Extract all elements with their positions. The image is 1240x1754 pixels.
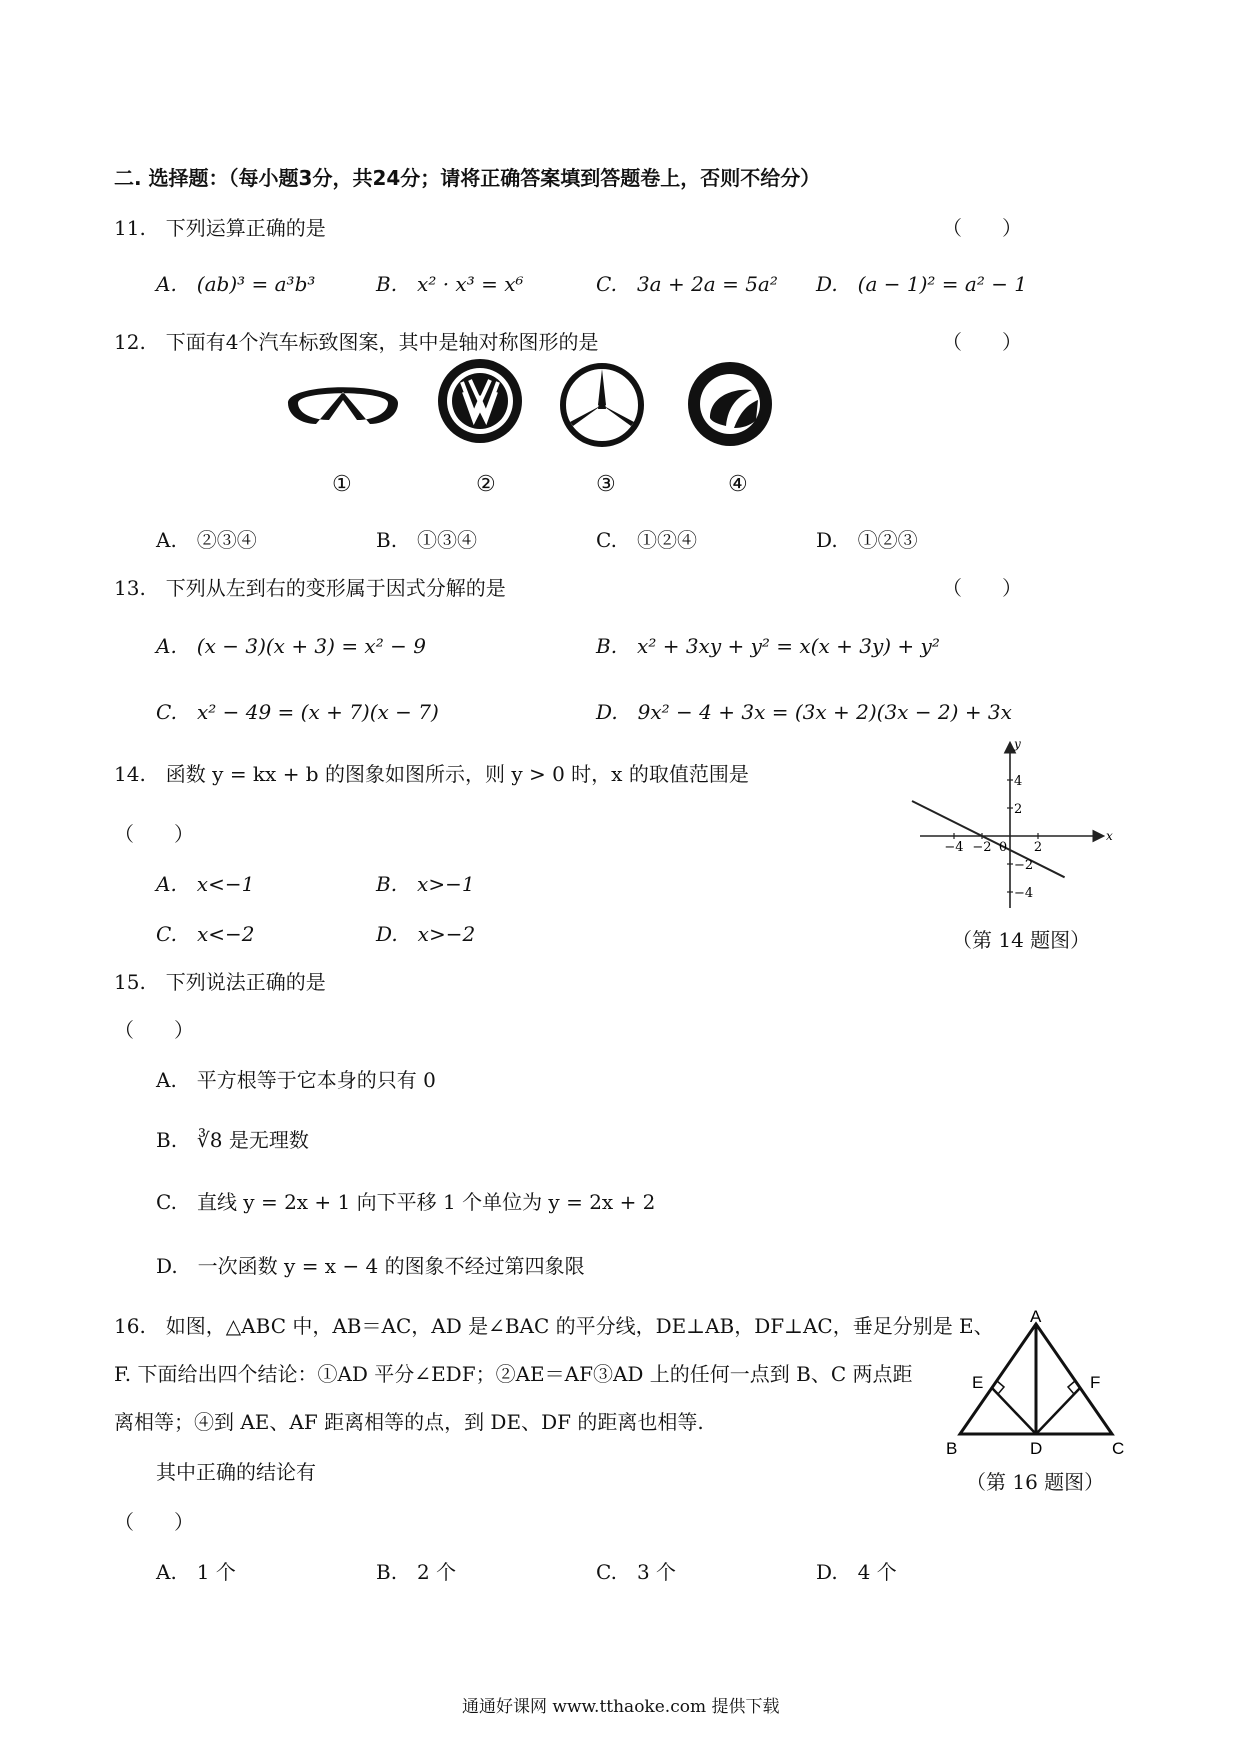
logo-label-1: ① [332, 472, 352, 497]
q16-answer-paren: （ ） [114, 1510, 194, 1534]
q11-answer-paren: （ ） [942, 216, 1022, 240]
q11-option-c: C. 3a + 2a = 5a² [596, 272, 778, 296]
q16-option-a: A. 1 个 [156, 1560, 236, 1584]
q16-stem-line3: 离相等；④到 AE、AF 距离相等的点，到 DE、DF 的距离也相等. [114, 1410, 704, 1434]
q14-option-c: C. x<−2 [156, 922, 255, 946]
page-footer: 通通好课网 www.tthaoke.com 提供下载 [462, 1697, 780, 1717]
q13-answer-paren: （ ） [942, 576, 1022, 600]
point-e-label: E [972, 1373, 984, 1392]
y-axis-label: y [1014, 737, 1021, 751]
logo-label-4: ④ [728, 472, 748, 497]
section-title: 二. 选择题：（每小题3分，共24分；请将正确答案填到答题卷上，否则不给分） [114, 166, 821, 190]
q14-option-d: D. x>−2 [376, 922, 476, 946]
logo-label-3: ③ [596, 472, 616, 497]
q16-option-d: D. 4 个 [816, 1560, 897, 1584]
x-tick-label: −4 [944, 840, 964, 855]
dongfeng-logo [686, 360, 774, 448]
q14-stem: 14. 函数 y = kx + b 的图象如图所示，则 y > 0 时，x 的取值范围是 [114, 762, 749, 786]
q16-option-c: C. 3 个 [596, 1560, 677, 1584]
q15-option-b: B. ∛8 是无理数 [156, 1128, 309, 1152]
q12-stem: 12. 下面有4个汽车标致图案，其中是轴对称图形的是 [114, 330, 599, 354]
q15-answer-paren: （ ） [114, 1018, 194, 1042]
x-tick-label: 2 [1033, 840, 1043, 855]
point-d-label: D [1030, 1439, 1043, 1458]
right-angle-f [1068, 1381, 1075, 1394]
y-tick-label: −2 [1014, 858, 1034, 873]
y-tick-label: 2 [1014, 802, 1023, 817]
q14-answer-paren: （ ） [114, 822, 194, 846]
q13-option-c: C. x² − 49 = (x + 7)(x − 7) [156, 700, 439, 724]
q14-option-a: A. x<−1 [156, 872, 255, 896]
q12-option-b: B. ①③④ [376, 528, 478, 552]
x-tick-label: −2 [972, 840, 992, 855]
point-f-label: F [1090, 1373, 1101, 1392]
x-tick-label: 0 [998, 840, 1008, 855]
q15-stem: 15. 下列说法正确的是 [114, 970, 326, 994]
q16-option-b: B. 2 个 [376, 1560, 457, 1584]
segment-de [992, 1388, 1036, 1434]
q16-caption: （第 16 题图） [966, 1470, 1105, 1494]
q15-option-a: A. 平方根等于它本身的只有 0 [156, 1068, 436, 1092]
q15-option-c: C. 直线 y = 2x + 1 向下平移 1 个单位为 y = 2x + 2 [156, 1190, 656, 1214]
y-tick-label: −4 [1014, 886, 1034, 901]
q11-option-d: D. (a − 1)² = a² − 1 [816, 272, 1028, 296]
q14-option-b: B. x>−1 [376, 872, 475, 896]
q11-stem: 11. 下列运算正确的是 [114, 216, 326, 240]
q12-option-a: A. ②③④ [156, 528, 257, 552]
segment-df [1036, 1388, 1080, 1434]
q12-option-d: D. ①②③ [816, 528, 918, 552]
y-tick-label: 4 [1014, 774, 1023, 789]
q16-triangle-diagram [940, 1308, 1126, 1458]
point-b-label: B [946, 1439, 958, 1458]
q11-option-b: B. x² · x³ = x⁶ [376, 272, 524, 296]
q15-option-d: D. 一次函数 y = x − 4 的图象不经过第四象限 [156, 1254, 585, 1278]
logo-label-2: ② [476, 472, 496, 497]
right-angle-e [997, 1381, 1004, 1394]
mercedes-logo [559, 362, 645, 448]
q12-answer-paren: （ ） [942, 330, 1022, 354]
point-c-label: C [1112, 1439, 1125, 1458]
x-axis-label: x [1106, 829, 1113, 843]
point-a-label: A [1030, 1308, 1042, 1326]
q13-option-d: D. 9x² − 4 + 3x = (3x + 2)(3x − 2) + 3x [596, 700, 1012, 724]
infiniti-logo [284, 370, 402, 436]
q14-graph [896, 736, 1118, 916]
q16-stem-line4: 其中正确的结论有 [156, 1460, 316, 1484]
q13-option-a: A. (x − 3)(x + 3) = x² − 9 [156, 634, 426, 658]
q12-option-c: C. ①②④ [596, 528, 697, 552]
q14-caption: （第 14 题图） [952, 928, 1091, 952]
q16-stem-line1: 16. 如图，△ABC 中，AB＝AC，AD 是∠BAC 的平分线，DE⊥AB，DF⊥AC，垂足分别是 E、 [114, 1314, 994, 1338]
q11-option-a: A. (ab)³ = a³b³ [156, 272, 316, 296]
q16-stem-line2: F. 下面给出四个结论：①AD 平分∠EDF；②AE＝AF③AD 上的任何一点到 B、C 两点距 [114, 1362, 913, 1386]
q13-option-b: B. x² + 3xy + y² = x(x + 3y) + y² [596, 634, 940, 658]
volkswagen-logo [436, 356, 524, 446]
q13-stem: 13. 下列从左到右的变形属于因式分解的是 [114, 576, 506, 600]
